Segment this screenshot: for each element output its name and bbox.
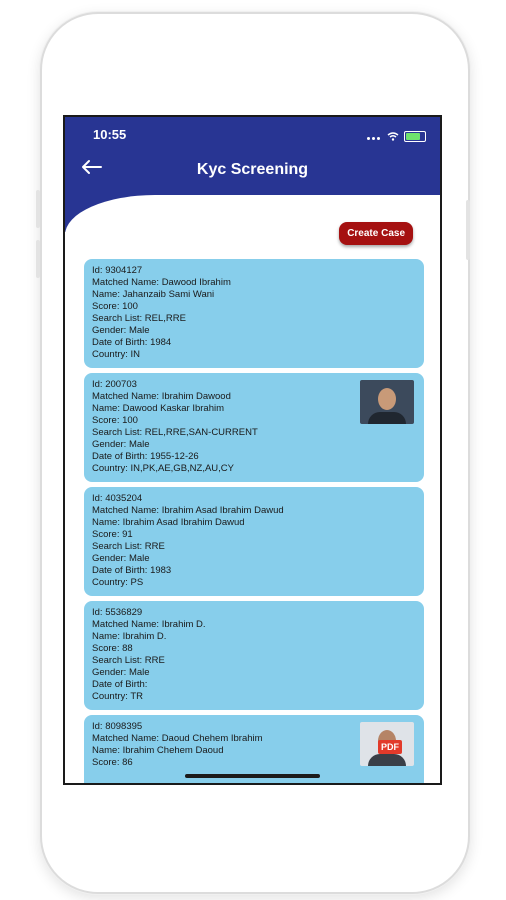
profile-photo[interactable]	[360, 380, 414, 424]
profile-photo[interactable]	[360, 722, 414, 766]
result-line: Score: 91	[92, 529, 133, 540]
result-line: Id: 4035204	[92, 493, 143, 504]
result-line: Gender: Male	[92, 553, 150, 564]
power-button	[466, 200, 470, 260]
result-line: Id: 200703	[92, 379, 137, 390]
result-line: Country: IN	[92, 349, 141, 360]
result-card[interactable]	[84, 487, 424, 596]
result-line: Name: Ibrahim Chehem Daoud	[92, 745, 224, 756]
result-card[interactable]	[84, 373, 424, 482]
result-line: Matched Name: Ibrahim D.	[92, 619, 206, 630]
result-line: Score: 100	[92, 415, 138, 426]
battery-icon	[404, 131, 426, 142]
volume-button	[36, 240, 40, 278]
app-screen	[63, 115, 442, 785]
result-line: Matched Name: Ibrahim Asad Ibrahim Dawud	[92, 505, 284, 516]
results-list	[84, 259, 424, 785]
result-line: Date of Birth: 1983	[92, 565, 172, 576]
result-line: Search List: RRE	[92, 541, 165, 552]
wifi-icon	[387, 132, 399, 141]
result-line: Search List: RRE	[92, 655, 165, 666]
result-card[interactable]	[84, 601, 424, 710]
result-line: Name: Jahanzaib Sami Wani	[92, 289, 215, 300]
result-line: Matched Name: Daoud Chehem Ibrahim	[92, 733, 263, 744]
result-line: Score: 100	[92, 301, 138, 312]
signal-icon	[367, 127, 382, 145]
result-card[interactable]	[84, 259, 424, 368]
page-title: Kyc Screening	[196, 161, 309, 178]
result-line: Country: TR	[92, 691, 144, 702]
result-line: Id: 9304127	[92, 265, 143, 276]
result-line: Matched Name: Dawood Ibrahim	[92, 277, 231, 288]
result-line: Country: IN,PK,AE,GB,NZ,AU,CY	[92, 463, 235, 474]
result-line: Name: Dawood Kaskar Ibrahim	[92, 403, 224, 414]
result-line: Score: 86	[92, 757, 133, 768]
result-line: Gender: Male	[92, 325, 150, 336]
status-time: 10:55	[93, 127, 127, 142]
pdf-icon[interactable]: PDF	[378, 740, 402, 754]
result-line: Score: 88	[92, 643, 133, 654]
result-line: Name: Ibrahim Asad Ibrahim Dawud	[92, 517, 245, 528]
result-line: Search List: REL,RRE,SAN-CURRENT	[92, 427, 258, 438]
result-line: Search List: REL,RRE	[92, 313, 186, 324]
volume-button	[36, 190, 40, 228]
result-line: Id: 5536829	[92, 607, 143, 618]
result-line: Date of Birth: 1984	[92, 337, 172, 348]
result-line: Name: Ibrahim D.	[92, 631, 167, 642]
result-line: Gender: Male	[92, 667, 150, 678]
home-indicator	[185, 774, 320, 778]
result-line: Gender: Male	[92, 439, 150, 450]
create-case-button[interactable]: Create Case	[339, 222, 413, 245]
result-line: Matched Name: Ibrahim Dawood	[92, 391, 231, 402]
result-line: Date of Birth:	[92, 679, 148, 690]
status-icons	[367, 127, 426, 145]
result-line: Date of Birth: 1955-12-26	[92, 451, 199, 462]
result-line: Country: PS	[92, 577, 144, 588]
result-line: Id: 8098395	[92, 721, 143, 732]
